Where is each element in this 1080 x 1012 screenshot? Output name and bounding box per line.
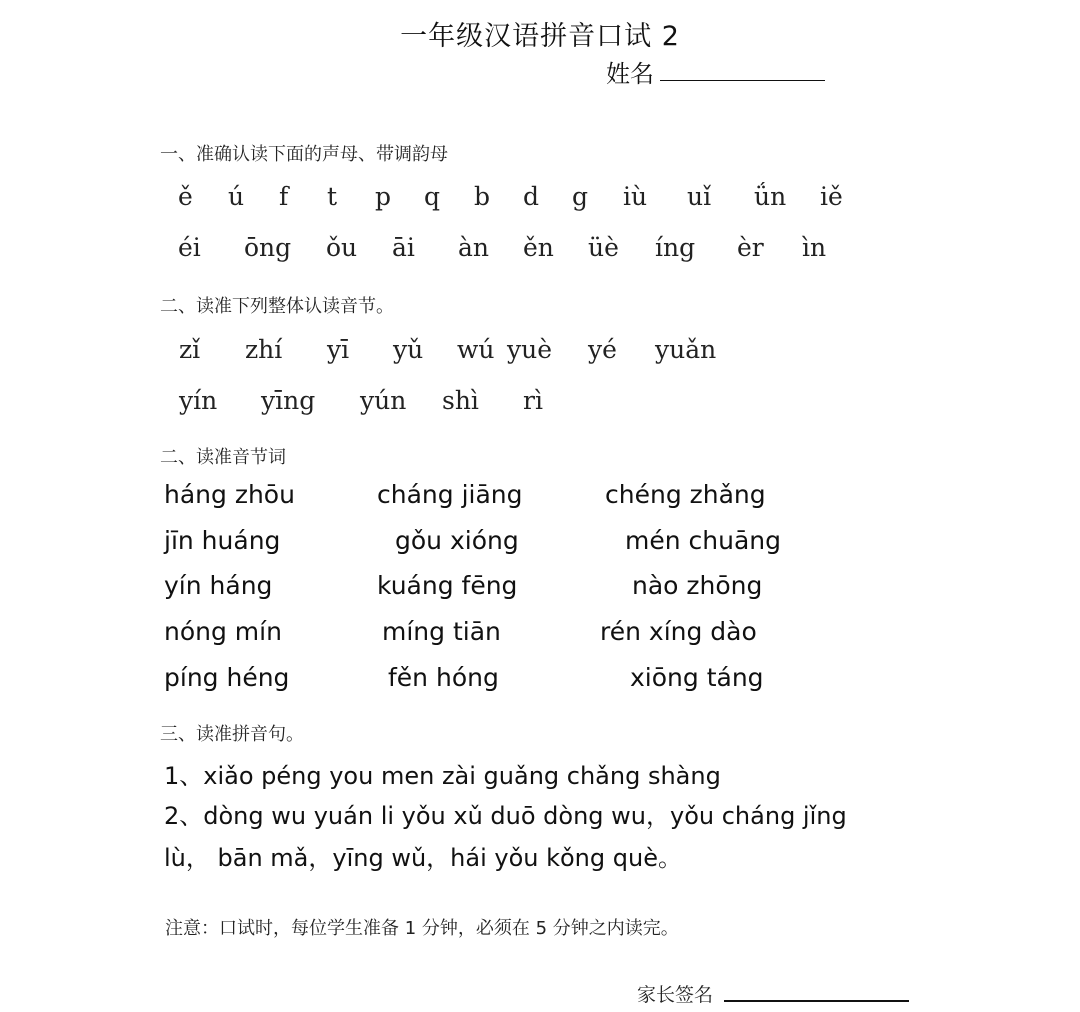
syllable: d bbox=[523, 182, 540, 211]
name-blank-line bbox=[660, 80, 825, 81]
syllable: ìn bbox=[802, 233, 827, 262]
word: yín háng bbox=[164, 571, 273, 600]
section3-heading: 二、读准音节词 bbox=[160, 447, 286, 468]
syllable: yīng bbox=[261, 386, 316, 415]
parent-signature-label: 家长签名 bbox=[637, 984, 714, 1006]
syllable: ě bbox=[178, 182, 193, 211]
word: míng tiān bbox=[382, 617, 501, 646]
syllable: üè bbox=[588, 233, 619, 262]
sentence-line: 1、xiǎo péng you men zài guǎng chǎng shàng bbox=[164, 762, 721, 790]
syllable: g bbox=[572, 182, 589, 211]
word: mén chuāng bbox=[625, 526, 781, 555]
sentence-line: lù， bān mǎ，yīng wǔ，hái yǒu kǒng què。 bbox=[164, 844, 682, 872]
syllable: éi bbox=[178, 233, 201, 262]
syllable: uǐ bbox=[687, 182, 712, 211]
word: gǒu xióng bbox=[395, 526, 519, 555]
syllable: yín bbox=[179, 386, 218, 415]
syllable: wú bbox=[457, 335, 495, 364]
note-text: 注意：口试时，每位学生准备 1 分钟，必须在 5 分钟之内读完。 bbox=[165, 918, 679, 939]
syllable: shì bbox=[442, 386, 479, 415]
syllable: yuǎn bbox=[655, 335, 717, 364]
word: jīn huáng bbox=[164, 526, 281, 555]
name-label: 姓名 bbox=[606, 60, 654, 88]
syllable: iù bbox=[623, 182, 648, 211]
syllable: àn bbox=[458, 233, 490, 262]
section4-heading: 三、读准拼音句。 bbox=[160, 724, 304, 745]
syllable: ǘn bbox=[754, 182, 787, 211]
word: chéng zhǎng bbox=[605, 480, 766, 509]
syllable: yuè bbox=[507, 335, 553, 364]
word: nào zhōng bbox=[632, 571, 763, 600]
word: kuáng fēng bbox=[377, 571, 518, 600]
word: píng héng bbox=[164, 663, 290, 692]
syllable: yún bbox=[360, 386, 407, 415]
sentence-line: 2、dòng wu yuán li yǒu xǔ duō dòng wu，yǒu cháng jǐng bbox=[164, 802, 847, 830]
section1-heading: 一、准确认读下面的声母、带调韵母 bbox=[160, 144, 448, 165]
word: háng zhōu bbox=[164, 480, 295, 509]
syllable: ōng bbox=[244, 233, 292, 262]
syllable: èr bbox=[737, 233, 764, 262]
syllable: íng bbox=[655, 233, 696, 262]
syllable: yǔ bbox=[393, 335, 424, 364]
syllable: āi bbox=[392, 233, 415, 262]
section2-heading: 二、读准下列整体认读音节。 bbox=[160, 296, 394, 317]
word: cháng jiāng bbox=[377, 480, 523, 509]
word: xiōng táng bbox=[630, 663, 764, 692]
syllable: yī bbox=[327, 335, 350, 364]
syllable: t bbox=[327, 182, 338, 211]
syllable: zǐ bbox=[179, 335, 201, 364]
syllable: f bbox=[279, 182, 289, 211]
syllable: b bbox=[474, 182, 491, 211]
page-title: 一年级汉语拼音口试 2 bbox=[400, 21, 680, 52]
syllable: rì bbox=[523, 386, 543, 415]
signature-blank-line bbox=[724, 1000, 909, 1002]
syllable: ú bbox=[228, 182, 245, 211]
word: rén xíng dào bbox=[600, 617, 757, 646]
syllable: p bbox=[375, 182, 392, 211]
syllable: iě bbox=[820, 182, 843, 211]
syllable: zhí bbox=[245, 335, 283, 364]
syllable: yé bbox=[588, 335, 617, 364]
word: fěn hóng bbox=[388, 663, 499, 692]
syllable: ěn bbox=[523, 233, 554, 262]
syllable: ǒu bbox=[326, 233, 358, 262]
syllable: q bbox=[424, 182, 441, 211]
word: nóng mín bbox=[164, 617, 282, 646]
